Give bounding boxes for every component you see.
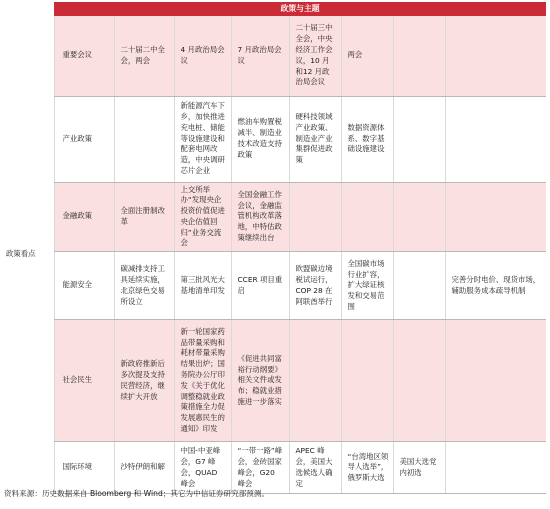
table-cell (114, 96, 174, 182)
table-header-row (2, 2, 546, 16)
table-cell: 美国大选党内初选 (393, 442, 445, 494)
source-footnote: 资料来源：历史数据来自 Bloomberg 和 Wind；其它为中信证券研究部预测。 (4, 489, 270, 498)
row-group-label: 政策看点 (2, 16, 54, 494)
table-cell (445, 182, 546, 252)
row-category: 能源安全 (54, 252, 114, 320)
table-row (2, 442, 546, 494)
table-row (2, 252, 546, 320)
table-cell: 燃油车购置税减半、制造业技术改造支持政策 (231, 96, 289, 182)
table-row (2, 320, 546, 442)
table-cell: “台湾地区领导人选举”，俄罗斯大选 (341, 442, 393, 494)
table-cell: 欧盟碳边境税试运行，COP 28 在阿联酋举行 (289, 252, 341, 320)
table-cell (393, 96, 445, 182)
table-cell: 碳减排支持工具延续实施，北京绿色交易所设立 (114, 252, 174, 320)
table-row (2, 16, 546, 96)
table-row (2, 96, 546, 182)
table-cell: 7 月政治局会议 (231, 16, 289, 96)
policy-theme-table (2, 2, 546, 494)
table-cell: 两会 (341, 16, 393, 96)
table-cell: 新一轮国家药品带量采购和耗材带量采购结果出炉；国务院办公厅印发《关于优化调整稳就业政策措施全力促发展惠民生的通知》印发 (174, 320, 231, 442)
table-cell (445, 442, 546, 494)
table-cell: 全面注册制改革 (114, 182, 174, 252)
table-cell (289, 320, 341, 442)
table-cell: 中国-中亚峰会，G7 峰会，QUAD 峰会 (174, 442, 231, 494)
table-cell: 全国碳市场行业扩容，扩大绿证核发和交易范围 (341, 252, 393, 320)
table-cell: 二十届二中全会，两会 (114, 16, 174, 96)
row-category: 重要会议 (54, 16, 114, 96)
table-cell: CCER 项目重启 (231, 252, 289, 320)
row-category: 产业政策 (54, 96, 114, 182)
table-cell (445, 320, 546, 442)
table-row (2, 182, 546, 252)
table-cell: 4 月政治局会议 (174, 16, 231, 96)
table-cell (445, 16, 546, 96)
table-cell: APEC 峰会，美国大选候选人确定 (289, 442, 341, 494)
table-cell: 全国金融工作会议，金融监管机构改革落地，中特估政策继续出台 (231, 182, 289, 252)
table-cell (393, 252, 445, 320)
table-cell: 上交所举办“发现央企投资价值促进央企估值回归”业务交流会 (174, 182, 231, 252)
table-cell (393, 182, 445, 252)
table-cell: “一带一路”峰会，金砖国家峰会，G20 峰会 (231, 442, 289, 494)
table-cell (289, 182, 341, 252)
table-cell (393, 320, 445, 442)
row-category: 国际环境 (54, 442, 114, 494)
table-cell (393, 16, 445, 96)
table-cell: 沙特伊朗和解 (114, 442, 174, 494)
table-cell: 新政府推新后多次提及支持民营经济，继续扩大开放 (114, 320, 174, 442)
table-cell: 二十届三中全会，中央经济工作会议，10 月和12 月政治局会议 (289, 16, 341, 96)
table-cell: 完善分时电价、现货市场，辅助服务成本疏导机制 (445, 252, 546, 320)
row-category: 金融政策 (54, 182, 114, 252)
table-cell: 硬科技领域产业政策、制造业产业集群促进政策 (289, 96, 341, 182)
table-cell: 《促进共同富裕行动纲要》相关文件或发布；稳就业措施进一步落实 (231, 320, 289, 442)
table-cell: 第三批风光大基地清单印发 (174, 252, 231, 320)
table-cell (341, 320, 393, 442)
table-cell (341, 182, 393, 252)
table-cell (445, 96, 546, 182)
row-category: 社会民生 (54, 320, 114, 442)
header-blank-cell (2, 2, 54, 16)
table-title: 政策与主题 (54, 2, 546, 16)
table-cell: 数据资源体系、数字基础设施建设 (341, 96, 393, 182)
table-cell: 新能源汽车下乡，加快推进充电桩、储能等设施建设和配套电网改造，中央调研芯片企业 (174, 96, 231, 182)
